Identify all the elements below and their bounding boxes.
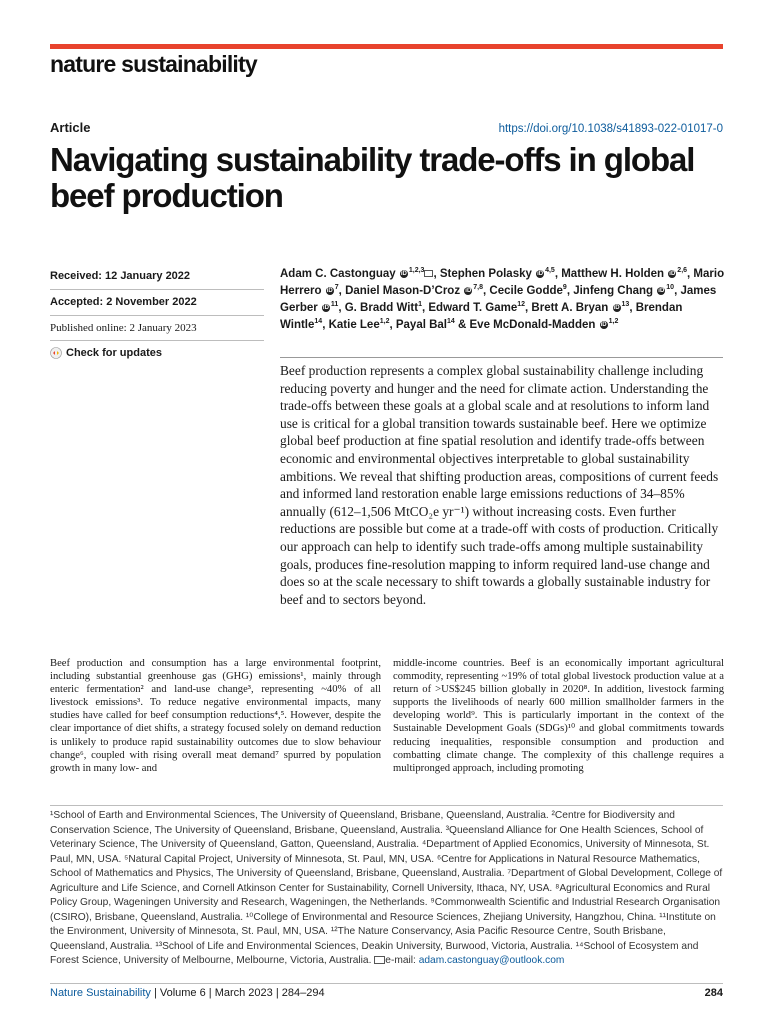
author-affiliation-sup: 7 [334, 284, 339, 292]
orcid-icon[interactable]: iD [669, 270, 676, 277]
author[interactable] [561, 268, 687, 280]
published-date: Published online: 2 January 2023 [50, 322, 197, 334]
orcid-icon[interactable]: iD [537, 270, 544, 277]
author-name: Brendan Wintle [280, 302, 683, 331]
divider [50, 315, 264, 316]
received-date: Received: 12 January 2022 [50, 270, 191, 282]
check-updates-label: Check for updates [66, 347, 162, 359]
author-affiliation-sup: 11 [330, 301, 339, 309]
author-affiliation-sup: 1,2 [379, 318, 390, 326]
orcid-icon[interactable]: iD [600, 321, 607, 328]
author-name: Mario Herrero [280, 268, 725, 297]
email-label: e-mail: [385, 955, 416, 966]
author-name: Matthew H. Holden [561, 268, 665, 280]
abstract-divider [280, 357, 723, 358]
orcid-icon[interactable]: iD [613, 304, 620, 311]
email-icon[interactable] [424, 270, 433, 277]
author-affiliation-sup: 14 [447, 318, 455, 326]
author-affiliation-sup: 14 [314, 318, 323, 326]
footer-issue: | Volume 6 | March 2023 | 284–294 [150, 987, 325, 999]
author-affiliation-sup: 4,5 [545, 267, 555, 275]
doi-link[interactable]: https://doi.org/10.1038/s41893-022-01017-0 [498, 123, 723, 135]
author[interactable] [440, 268, 555, 280]
divider [50, 340, 264, 341]
author-affiliation-sup: 10 [666, 284, 675, 292]
author[interactable] [396, 319, 455, 331]
footer-journal-link[interactable]: Nature Sustainability [50, 987, 151, 999]
author-affiliation-sup: 13 [621, 301, 630, 309]
author-affiliation-sup: 7,8 [473, 284, 484, 292]
email-icon [374, 956, 385, 964]
author-affiliation-sup: 1,2,3 [408, 267, 425, 275]
author[interactable] [470, 319, 619, 331]
orcid-icon[interactable]: iD [400, 270, 407, 277]
body-text-column-1: Beef production and consumption has a large environmental footprint, including substantial greenhouse gas (GHG) emissions¹, mainly through enteric fermentation² and land-use change³, representing ~40% of all livestock emissions³. To reduce negative environmental impacts, many studies have called for beef consumption reductions⁴,⁵. However, despite the clear importance of diet shifts, a strategy focused solely on demand reduction is unlikely to produce rapid sustainability outcomes due to slow behaviour change⁶, coupled with rising overall meat demand⁷ spurred by population growth in many low- and [50, 658, 381, 774]
author[interactable] [280, 268, 433, 280]
author-affiliation-sup: 2,6 [677, 267, 688, 275]
author-name: James Gerber [280, 285, 717, 314]
author-name: Adam C. Castonguay [280, 268, 396, 280]
author-name: Eve McDonald-Madden [469, 319, 596, 331]
author-name: Stephen Polasky [439, 268, 532, 280]
orcid-icon[interactable]: iD [465, 287, 472, 294]
author[interactable] [531, 302, 629, 314]
author-affiliation-sup: 12 [517, 301, 526, 309]
author-affiliation-sup: 1,2 [608, 318, 619, 326]
author-name: Edward T. Game [428, 302, 518, 314]
journal-logo: nature sustainability [50, 51, 257, 77]
author[interactable] [329, 319, 390, 331]
author[interactable] [345, 302, 422, 314]
author-affiliation-sup: 1 [418, 301, 422, 309]
page-number: 284 [704, 987, 723, 999]
abstract: Beef production represents a complex global sustainability challenge including reducing poverty and hunger and the need for climate action. Understanding the trade-offs between these goals at a global scale and at resolutions to inform land use is critical for a global transition towards sustainable beef. Here we optimize global beef production at fine spatial resolution and identify trade-offs between economic and environmental objectives interpretable to global sustainability ambitions. We reveal that shifting production areas, compositions of current feeds and informed land restoration enable large emissions reductions of 34–85% annually (612–1,506 MtCO₂e yr⁻¹) without increasing costs. Even further reductions are possible but come at a trade-off with costs of production. Critically our approach can help to identify such trade-offs among multiple sustainability goals, produces fine-resolution mapping to inform required land-use change and does so at the scale necessary to shift towards a globally sustainable industry for beef and to sectors beyond. [280, 363, 719, 607]
author-name: Katie Lee [328, 319, 380, 331]
author-name: Jinfeng Chang [573, 285, 654, 297]
accepted-date: Accepted: 2 November 2022 [50, 296, 197, 308]
affiliations-divider [50, 805, 723, 806]
author-affiliation-sup: 9 [562, 284, 567, 292]
author-name: Daniel Mason-D’Croz [345, 285, 461, 297]
author[interactable] [428, 302, 525, 314]
check-updates-icon [50, 347, 62, 359]
affiliations [50, 809, 723, 969]
divider [50, 289, 264, 290]
article-title: Navigating sustainability trade-offs in global beef production [50, 141, 695, 214]
article-type-label: Article [50, 120, 91, 135]
orcid-icon[interactable]: iD [322, 304, 329, 311]
author-list: Adam C. Castonguay iD $^{1,2,3}$ , Stephen Polasky iD $^{4,5}$, Matthew H. Holden iD $^{2,6}$, Mario Herrero iD $^7$, Daniel Mason-D’Croz iD $^{7,8}$, Cecile Godde$^9$, Jinfeng Chang iD $^{10}$, James Gerber iD $^{11}$, G. Bradd Witt$^1$, Edward T. Game$^{12}$, Brett A. Bryan iD $^{13}$, Brendan Wintle$^{14}$, Katie Lee$^{1,2}$, Payal Bal$^{14}$ & Eve McDonald-Madden iD $^{1,2}$ [280, 267, 725, 331]
author-email-link[interactable]: adam.castonguay@outlook.com [418, 955, 565, 966]
body-text-column-2: middle-income countries. Beef is an economically important agricultural commodity, representing ~19% of total global livestock production value at a return of >US$245 billion globally in 2020⁸. In addition, livestock farming supports the livelihoods of nearly 600 million smallholder farmers in the developing world⁹. This is particularly important in the context of the Sustainable Development Goals (SDGs)¹⁰ and global commitments towards reducing inequalities, responsible consumption and production and combatting climate change. The complexity of this challenge requires a multipronged approach, including promoting [393, 658, 724, 774]
affiliations-text: ¹School of Earth and Environmental Sciences, The University of Queensland, Brisbane, Queensland, Australia. ²Centre for Biodiversity and Conservation Science, The University of Queensland, Brisbane, Queensland, Australia. ³Queensland Alliance for One Health Sciences, School of Veterinary Science, The University of Queensland, Gatton, Queensland, Australia. ⁴Department of Applied Economics, University of Minnesota, St. Paul, MN, USA. ⁵Natural Capital Project, University of Minnesota, St. Paul, MN, USA. ⁶Centre for Applications in Natural Resource Mathematics, School of Mathematics and Physics, The University of Queensland, Brisbane, Queensland, Australia. ⁷Department of Global Development, College of Agriculture and Life Science, and Cornell Atkinson Center for Sustainability, Cornell University, Ithaca, NY, USA. ⁸Agricultural Economics and Rural Policy Group, Wageningen University and Research, Wageningen, the Netherlands. ⁹Commonwealth Scientific and Industrial Research Organisation (CSIRO), Brisbane, Queensland, Australia. ¹⁰College of Environmental and Resource Sciences, Zhejiang University, Hangzhou, China. ¹¹Institute on the Environment, University of Minnesota, St. Paul, MN, USA. ¹²The Nature Conservancy, Asia Pacific Resource Centre, South Brisbane, Queensland, Australia. ¹³School of Life and Environmental Sciences, Deakin University, Burwood, Victoria, Australia. ¹⁴School of Ecosystem and Forest Science, University of Melbourne, Melbourne, Victoria, Australia. [50, 810, 723, 966]
orcid-icon[interactable]: iD [326, 287, 333, 294]
author-name: Brett A. Bryan [531, 302, 609, 314]
check-updates-button[interactable] [50, 346, 162, 360]
author[interactable] [489, 285, 566, 297]
author[interactable] [573, 285, 674, 297]
orcid-icon[interactable]: iD [658, 287, 665, 294]
footer-divider [50, 983, 723, 984]
footer-citation [50, 986, 325, 1000]
author-name: G. Bradd Witt [344, 302, 419, 314]
author[interactable] [345, 285, 483, 297]
author-name: Payal Bal [395, 319, 448, 331]
author-name: Cecile Godde [489, 285, 563, 297]
